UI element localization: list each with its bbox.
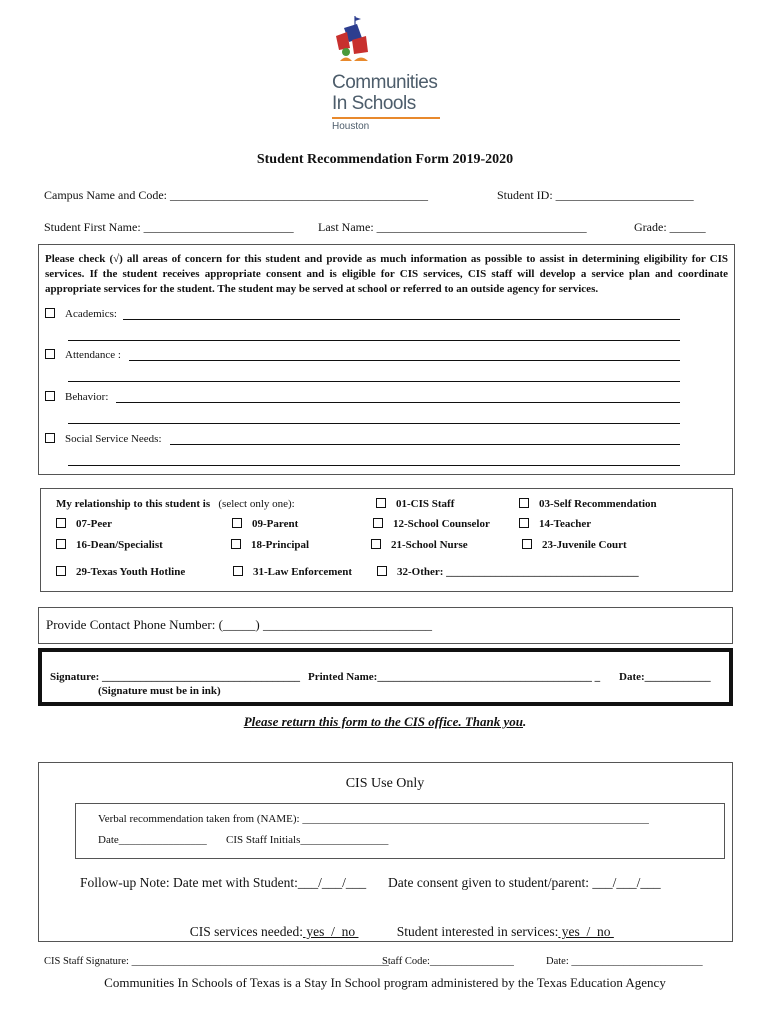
principal-label: 18-Principal	[251, 539, 310, 551]
form-title: Student Recommendation Form 2019-2020	[256, 152, 514, 167]
peer-label: 07-Peer	[76, 518, 113, 530]
concern-attendance[interactable]	[45, 349, 121, 361]
self-recommendation-checkbox[interactable]	[519, 498, 529, 508]
law-enforcement-checkbox[interactable]	[233, 566, 243, 576]
followup-date-field[interactable]: Follow-up Note: Date met with Student:___/___/___	[80, 875, 367, 890]
option-dean-specialist[interactable]	[56, 539, 163, 551]
teacher-label: 14-Teacher	[539, 518, 592, 530]
academics-checkbox[interactable]	[45, 308, 55, 318]
relationship-select-note: (select only one):	[218, 498, 295, 510]
relationship-heading-text: My relationship to this student is	[56, 498, 211, 510]
option-teacher[interactable]	[519, 518, 591, 530]
logo-divider	[332, 117, 440, 119]
logo-line2: In Schools	[332, 93, 416, 114]
option-school-nurse[interactable]	[371, 539, 468, 551]
social-service-label: Social Service Needs:	[65, 433, 162, 445]
return-note-text: Please return this form to the CIS office. Thank you	[243, 714, 524, 729]
academics-label: Academics:	[65, 308, 117, 320]
option-texas-youth-hotline[interactable]	[56, 566, 185, 578]
cis-logo	[326, 14, 446, 136]
option-other[interactable]	[377, 566, 639, 578]
relationship-heading	[56, 498, 295, 510]
logo-line1: Communities	[332, 72, 438, 93]
parent-checkbox[interactable]	[232, 518, 242, 528]
attendance-checkbox[interactable]	[45, 349, 55, 359]
services-needed-value[interactable]: yes / no	[302, 924, 359, 939]
option-parent[interactable]	[232, 518, 298, 530]
behavior-line-1[interactable]	[116, 402, 680, 403]
student-id-field[interactable]: Student ID: _______________________	[497, 188, 694, 202]
option-cis-staff[interactable]	[376, 498, 454, 510]
signature-date-field[interactable]: Date:____________	[619, 671, 711, 683]
cis-staff-checkbox[interactable]	[376, 498, 386, 508]
peer-checkbox[interactable]	[56, 518, 66, 528]
footer-date-field[interactable]: Date: _________________________	[546, 956, 703, 967]
juvenile-court-label: 23-Juvenile Court	[542, 539, 627, 551]
cis-logo-icon	[330, 14, 374, 62]
agency-note: Communities In Schools of Texas is a Stay In School program administered by the Texas Education Agency	[104, 975, 666, 990]
cis-staff-initials-field[interactable]: CIS Staff Initials________________	[226, 834, 389, 846]
signature-field[interactable]: Signature: ____________________________________	[50, 671, 301, 683]
behavior-line-2[interactable]	[68, 423, 680, 424]
option-law-enforcement[interactable]	[233, 566, 352, 578]
school-counselor-label: 12-School Counselor	[393, 518, 490, 530]
campus-field[interactable]: Campus Name and Code: ___________________________________________	[44, 188, 428, 202]
student-interested[interactable]	[390, 908, 614, 940]
grade-field[interactable]: Grade: ______	[634, 220, 706, 234]
concern-social-service[interactable]	[45, 433, 162, 445]
attendance-line-1[interactable]	[129, 360, 680, 361]
self-recommendation-label: 03-Self Recommendation	[539, 498, 657, 510]
student-interested-value[interactable]: yes / no	[558, 924, 614, 939]
social-service-checkbox[interactable]	[45, 433, 55, 443]
student-interested-label: Student interested in services:	[396, 924, 559, 939]
dean-specialist-label: 16-Dean/Specialist	[76, 539, 163, 551]
law-enforcement-label: 31-Law Enforcement	[253, 566, 353, 578]
juvenile-court-checkbox[interactable]	[522, 539, 532, 549]
concern-academics[interactable]	[45, 308, 117, 320]
parent-label: 09-Parent	[252, 518, 299, 530]
behavior-checkbox[interactable]	[45, 391, 55, 401]
option-juvenile-court[interactable]	[522, 539, 627, 551]
logo-city: Houston	[332, 121, 370, 132]
texas-youth-hotline-label: 29-Texas Youth Hotline	[76, 566, 186, 578]
signature-ink-note: (Signature must be in ink)	[98, 685, 221, 697]
school-nurse-label: 21-School Nurse	[391, 539, 468, 551]
principal-checkbox[interactable]	[231, 539, 241, 549]
first-name-field[interactable]: Student First Name: _________________________	[44, 220, 294, 234]
option-principal[interactable]	[231, 539, 309, 551]
texas-youth-hotline-checkbox[interactable]	[56, 566, 66, 576]
concerns-instructions: Please check (√) all areas of concern for this student and provide as much information as possible to assist in determining eligibility for CIS services. If the student receives appropriate consent and is eligible for CIS services, CIS staff will develop a service plan and coordinate appropriate services for the student. The student may be served at school or referred to an outside agency for services.	[45, 253, 728, 295]
services-needed[interactable]	[183, 908, 358, 940]
staff-code-field[interactable]: Staff Code:________________	[382, 956, 514, 967]
return-note	[0, 714, 770, 730]
academics-line-2[interactable]	[68, 340, 680, 341]
concern-behavior[interactable]	[45, 391, 108, 403]
attendance-line-2[interactable]	[68, 381, 680, 382]
cis-verbal-box	[75, 803, 725, 859]
last-name-field[interactable]: Last Name: ___________________________________	[318, 220, 587, 234]
dean-specialist-checkbox[interactable]	[56, 539, 66, 549]
cis-use-title: CIS Use Only	[345, 776, 425, 791]
attendance-label: Attendance :	[65, 349, 121, 361]
social-service-line-1[interactable]	[170, 444, 680, 445]
academics-line-1[interactable]	[123, 319, 680, 320]
option-self-recommendation[interactable]	[519, 498, 657, 510]
return-note-period: .	[523, 714, 527, 729]
option-school-counselor[interactable]	[373, 518, 490, 530]
other-label: 32-Other: ___________________________________	[397, 566, 639, 578]
consent-date-field[interactable]: Date consent given to student/parent: ___/___/___	[388, 875, 661, 890]
printed-name-field[interactable]: Printed Name:_______________________________________ _	[308, 671, 601, 683]
social-service-line-2[interactable]	[68, 465, 680, 466]
verbal-recommendation-field[interactable]: Verbal recommendation taken from (NAME): _______________________________________________________________	[98, 813, 649, 825]
other-checkbox[interactable]	[377, 566, 387, 576]
services-needed-label: CIS services needed:	[189, 924, 303, 939]
school-counselor-checkbox[interactable]	[373, 518, 383, 528]
teacher-checkbox[interactable]	[519, 518, 529, 528]
school-nurse-checkbox[interactable]	[371, 539, 381, 549]
behavior-label: Behavior:	[65, 391, 109, 403]
cis-date-field[interactable]: Date________________	[98, 834, 207, 846]
contact-phone-field[interactable]: Provide Contact Phone Number: (_____) __________________________	[46, 617, 432, 632]
cis-staff-signature-field[interactable]: CIS Staff Signature: _________________________________________________	[44, 956, 389, 967]
option-peer[interactable]	[56, 518, 112, 530]
cis-staff-label: 01-CIS Staff	[396, 498, 455, 510]
